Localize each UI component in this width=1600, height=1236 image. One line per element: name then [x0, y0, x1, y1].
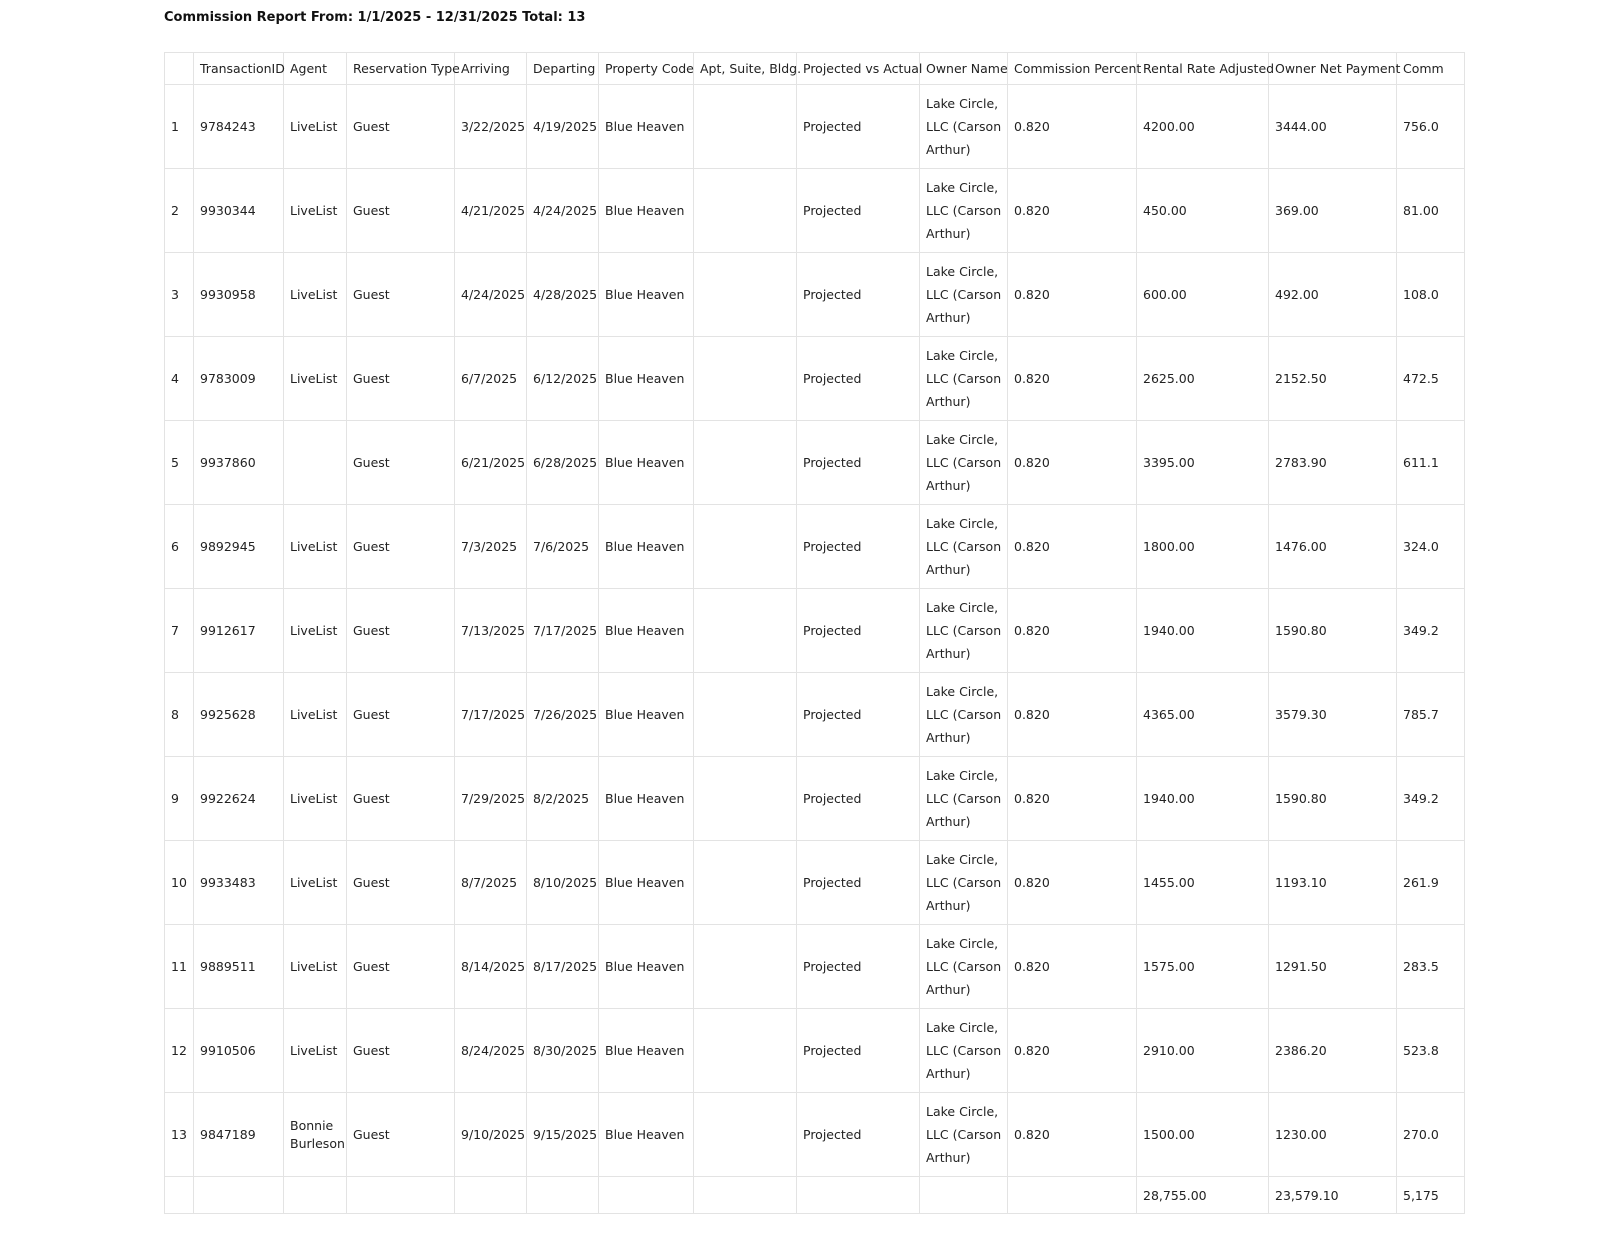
column-header-reservation-type: Reservation Type [347, 53, 455, 85]
reservation-type-cell: Guest [347, 757, 455, 841]
owner-name-cell: Lake Circle, LLC (Carson Arthur) [920, 85, 1008, 169]
commission-percent-cell: 0.820 [1008, 253, 1137, 337]
projected-vs-actual-cell: Projected [797, 1009, 920, 1093]
reservation-type-cell: Guest [347, 1009, 455, 1093]
column-header-commission-percent: Commission Percent [1008, 53, 1137, 85]
agent-cell: LiveList [284, 1009, 347, 1093]
column-header-agent: Agent [284, 53, 347, 85]
column-header-owner-name: Owner Name [920, 53, 1008, 85]
column-header-owner-net-payment: Owner Net Payment [1269, 53, 1397, 85]
commission-percent-cell: 0.820 [1008, 337, 1137, 421]
apt-suite-bldg-cell [694, 85, 797, 169]
row-index-cell: 3 [165, 253, 194, 337]
owner-name-cell: Lake Circle, LLC (Carson Arthur) [920, 673, 1008, 757]
owner-net-payment-cell: 1193.10 [1269, 841, 1397, 925]
apt-suite-bldg-cell [694, 505, 797, 589]
apt-suite-bldg-cell [694, 673, 797, 757]
owner-net-payment-cell: 1476.00 [1269, 505, 1397, 589]
table-row [165, 589, 1465, 673]
property-code-cell: Blue Heaven [599, 925, 694, 1009]
total-rental-rate-adjusted: 28,755.00 [1137, 1177, 1269, 1214]
agent-cell: LiveList [284, 841, 347, 925]
departing-cell: 7/6/2025 [527, 505, 599, 589]
reservation-type-cell: Guest [347, 337, 455, 421]
column-header-index [165, 53, 194, 85]
arriving-cell: 6/7/2025 [455, 337, 527, 421]
rental-rate-adjusted-cell: 1800.00 [1137, 505, 1269, 589]
totals-cell [694, 1177, 797, 1214]
projected-vs-actual-cell: Projected [797, 421, 920, 505]
totals-cell [455, 1177, 527, 1214]
rental-rate-adjusted-cell: 2910.00 [1137, 1009, 1269, 1093]
table-row [165, 505, 1465, 589]
table-row [165, 1009, 1465, 1093]
transaction-id-cell: 9922624 [194, 757, 284, 841]
transaction-id-cell: 9892945 [194, 505, 284, 589]
reservation-type-cell: Guest [347, 925, 455, 1009]
transaction-id-cell: 9937860 [194, 421, 284, 505]
property-code-cell: Blue Heaven [599, 589, 694, 673]
owner-net-payment-cell: 492.00 [1269, 253, 1397, 337]
table-row [165, 253, 1465, 337]
row-index-cell: 13 [165, 1093, 194, 1177]
property-code-cell: Blue Heaven [599, 253, 694, 337]
arriving-cell: 8/14/2025 [455, 925, 527, 1009]
commission-cell: 785.7 [1397, 673, 1465, 757]
commission-table [164, 52, 1465, 1214]
totals-cell [920, 1177, 1008, 1214]
commission-cell: 283.5 [1397, 925, 1465, 1009]
transaction-id-cell: 9910506 [194, 1009, 284, 1093]
transaction-id-cell: 9889511 [194, 925, 284, 1009]
owner-name-cell: Lake Circle, LLC (Carson Arthur) [920, 253, 1008, 337]
table-row [165, 673, 1465, 757]
rental-rate-adjusted-cell: 1940.00 [1137, 589, 1269, 673]
departing-cell: 8/10/2025 [527, 841, 599, 925]
apt-suite-bldg-cell [694, 841, 797, 925]
agent-cell: LiveList [284, 505, 347, 589]
transaction-id-cell: 9930344 [194, 169, 284, 253]
commission-cell: 108.0 [1397, 253, 1465, 337]
report-title: Commission Report From: 1/1/2025 - 12/31/2025 Total: 13 [164, 10, 586, 25]
totals-cell [797, 1177, 920, 1214]
departing-cell: 8/30/2025 [527, 1009, 599, 1093]
column-header-transaction-id: TransactionID [194, 53, 284, 85]
departing-cell: 6/28/2025 [527, 421, 599, 505]
table-row [165, 337, 1465, 421]
agent-cell: LiveList [284, 253, 347, 337]
reservation-type-cell: Guest [347, 673, 455, 757]
apt-suite-bldg-cell [694, 1009, 797, 1093]
column-header-property-code: Property Code [599, 53, 694, 85]
reservation-type-cell: Guest [347, 1093, 455, 1177]
agent-cell: LiveList [284, 673, 347, 757]
commission-percent-cell: 0.820 [1008, 1009, 1137, 1093]
owner-name-cell: Lake Circle, LLC (Carson Arthur) [920, 337, 1008, 421]
totals-row [165, 1177, 1465, 1214]
owner-net-payment-cell: 3444.00 [1269, 85, 1397, 169]
commission-cell: 756.0 [1397, 85, 1465, 169]
commission-percent-cell: 0.820 [1008, 841, 1137, 925]
reservation-type-cell: Guest [347, 589, 455, 673]
rental-rate-adjusted-cell: 1940.00 [1137, 757, 1269, 841]
owner-net-payment-cell: 369.00 [1269, 169, 1397, 253]
totals-cell [1008, 1177, 1137, 1214]
commission-cell: 261.9 [1397, 841, 1465, 925]
owner-net-payment-cell: 1291.50 [1269, 925, 1397, 1009]
row-index-cell: 8 [165, 673, 194, 757]
agent-cell: LiveList [284, 85, 347, 169]
arriving-cell: 8/7/2025 [455, 841, 527, 925]
commission-percent-cell: 0.820 [1008, 589, 1137, 673]
total-owner-net-payment: 23,579.10 [1269, 1177, 1397, 1214]
rental-rate-adjusted-cell: 1500.00 [1137, 1093, 1269, 1177]
totals-cell [599, 1177, 694, 1214]
commission-cell: 349.2 [1397, 757, 1465, 841]
column-header-projected-vs-actual: Projected vs Actual [797, 53, 920, 85]
rental-rate-adjusted-cell: 1575.00 [1137, 925, 1269, 1009]
totals-cell [527, 1177, 599, 1214]
commission-percent-cell: 0.820 [1008, 505, 1137, 589]
commission-percent-cell: 0.820 [1008, 169, 1137, 253]
owner-name-cell: Lake Circle, LLC (Carson Arthur) [920, 169, 1008, 253]
reservation-type-cell: Guest [347, 169, 455, 253]
agent-cell [284, 421, 347, 505]
row-index-cell: 5 [165, 421, 194, 505]
owner-name-cell: Lake Circle, LLC (Carson Arthur) [920, 505, 1008, 589]
row-index-cell: 11 [165, 925, 194, 1009]
departing-cell: 8/17/2025 [527, 925, 599, 1009]
property-code-cell: Blue Heaven [599, 337, 694, 421]
row-index-cell: 7 [165, 589, 194, 673]
owner-name-cell: Lake Circle, LLC (Carson Arthur) [920, 841, 1008, 925]
commission-cell: 81.00 [1397, 169, 1465, 253]
commission-percent-cell: 0.820 [1008, 757, 1137, 841]
table-row [165, 841, 1465, 925]
reservation-type-cell: Guest [347, 253, 455, 337]
apt-suite-bldg-cell [694, 757, 797, 841]
agent-cell: LiveList [284, 337, 347, 421]
projected-vs-actual-cell: Projected [797, 673, 920, 757]
rental-rate-adjusted-cell: 3395.00 [1137, 421, 1269, 505]
projected-vs-actual-cell: Projected [797, 925, 920, 1009]
commission-percent-cell: 0.820 [1008, 85, 1137, 169]
owner-net-payment-cell: 3579.30 [1269, 673, 1397, 757]
departing-cell: 6/12/2025 [527, 337, 599, 421]
owner-name-cell: Lake Circle, LLC (Carson Arthur) [920, 421, 1008, 505]
apt-suite-bldg-cell [694, 337, 797, 421]
totals-cell [284, 1177, 347, 1214]
totals-cell [347, 1177, 455, 1214]
property-code-cell: Blue Heaven [599, 1093, 694, 1177]
apt-suite-bldg-cell [694, 1093, 797, 1177]
transaction-id-cell: 9847189 [194, 1093, 284, 1177]
apt-suite-bldg-cell [694, 253, 797, 337]
property-code-cell: Blue Heaven [599, 169, 694, 253]
commission-percent-cell: 0.820 [1008, 1093, 1137, 1177]
total-commission: 5,175 [1397, 1177, 1465, 1214]
commission-cell: 523.8 [1397, 1009, 1465, 1093]
row-index-cell: 9 [165, 757, 194, 841]
owner-net-payment-cell: 1590.80 [1269, 757, 1397, 841]
owner-name-cell: Lake Circle, LLC (Carson Arthur) [920, 1009, 1008, 1093]
commission-percent-cell: 0.820 [1008, 673, 1137, 757]
projected-vs-actual-cell: Projected [797, 757, 920, 841]
rental-rate-adjusted-cell: 4200.00 [1137, 85, 1269, 169]
transaction-id-cell: 9783009 [194, 337, 284, 421]
apt-suite-bldg-cell [694, 421, 797, 505]
departing-cell: 8/2/2025 [527, 757, 599, 841]
commission-cell: 349.2 [1397, 589, 1465, 673]
agent-cell: LiveList [284, 925, 347, 1009]
projected-vs-actual-cell: Projected [797, 337, 920, 421]
projected-vs-actual-cell: Projected [797, 169, 920, 253]
transaction-id-cell: 9925628 [194, 673, 284, 757]
column-header-apt-suite-bldg: Apt, Suite, Bldg. [694, 53, 797, 85]
departing-cell: 9/15/2025 [527, 1093, 599, 1177]
owner-name-cell: Lake Circle, LLC (Carson Arthur) [920, 589, 1008, 673]
rental-rate-adjusted-cell: 4365.00 [1137, 673, 1269, 757]
table-row [165, 85, 1465, 169]
owner-net-payment-cell: 1590.80 [1269, 589, 1397, 673]
report-table-viewport[interactable] [164, 52, 1444, 1224]
column-header-arriving: Arriving [455, 53, 527, 85]
agent-cell: Bonnie Burleson [284, 1093, 347, 1177]
column-header-rental-rate-adjusted: Rental Rate Adjusted [1137, 53, 1269, 85]
commission-cell: 270.0 [1397, 1093, 1465, 1177]
projected-vs-actual-cell: Projected [797, 85, 920, 169]
totals-cell [194, 1177, 284, 1214]
owner-net-payment-cell: 1230.00 [1269, 1093, 1397, 1177]
reservation-type-cell: Guest [347, 505, 455, 589]
transaction-id-cell: 9912617 [194, 589, 284, 673]
reservation-type-cell: Guest [347, 841, 455, 925]
rental-rate-adjusted-cell: 600.00 [1137, 253, 1269, 337]
table-header-row [165, 53, 1465, 85]
rental-rate-adjusted-cell: 450.00 [1137, 169, 1269, 253]
property-code-cell: Blue Heaven [599, 85, 694, 169]
arriving-cell: 6/21/2025 [455, 421, 527, 505]
table-row [165, 169, 1465, 253]
commission-cell: 611.1 [1397, 421, 1465, 505]
arriving-cell: 3/22/2025 [455, 85, 527, 169]
arriving-cell: 7/3/2025 [455, 505, 527, 589]
apt-suite-bldg-cell [694, 925, 797, 1009]
owner-net-payment-cell: 2152.50 [1269, 337, 1397, 421]
arriving-cell: 7/29/2025 [455, 757, 527, 841]
arriving-cell: 8/24/2025 [455, 1009, 527, 1093]
row-index-cell: 4 [165, 337, 194, 421]
departing-cell: 7/26/2025 [527, 673, 599, 757]
commission-percent-cell: 0.820 [1008, 421, 1137, 505]
reservation-type-cell: Guest [347, 421, 455, 505]
departing-cell: 7/17/2025 [527, 589, 599, 673]
owner-net-payment-cell: 2783.90 [1269, 421, 1397, 505]
row-index-cell: 10 [165, 841, 194, 925]
apt-suite-bldg-cell [694, 169, 797, 253]
arriving-cell: 9/10/2025 [455, 1093, 527, 1177]
arriving-cell: 7/17/2025 [455, 673, 527, 757]
projected-vs-actual-cell: Projected [797, 505, 920, 589]
projected-vs-actual-cell: Projected [797, 253, 920, 337]
rental-rate-adjusted-cell: 1455.00 [1137, 841, 1269, 925]
projected-vs-actual-cell: Projected [797, 1093, 920, 1177]
transaction-id-cell: 9930958 [194, 253, 284, 337]
owner-name-cell: Lake Circle, LLC (Carson Arthur) [920, 925, 1008, 1009]
arriving-cell: 4/21/2025 [455, 169, 527, 253]
transaction-id-cell: 9933483 [194, 841, 284, 925]
projected-vs-actual-cell: Projected [797, 841, 920, 925]
property-code-cell: Blue Heaven [599, 757, 694, 841]
commission-cell: 472.5 [1397, 337, 1465, 421]
arriving-cell: 7/13/2025 [455, 589, 527, 673]
rental-rate-adjusted-cell: 2625.00 [1137, 337, 1269, 421]
apt-suite-bldg-cell [694, 589, 797, 673]
reservation-type-cell: Guest [347, 85, 455, 169]
owner-net-payment-cell: 2386.20 [1269, 1009, 1397, 1093]
commission-cell: 324.0 [1397, 505, 1465, 589]
projected-vs-actual-cell: Projected [797, 589, 920, 673]
row-index-cell: 12 [165, 1009, 194, 1093]
transaction-id-cell: 9784243 [194, 85, 284, 169]
table-row [165, 421, 1465, 505]
property-code-cell: Blue Heaven [599, 841, 694, 925]
table-row [165, 757, 1465, 841]
column-header-commission: Comm [1397, 53, 1465, 85]
row-index-cell: 2 [165, 169, 194, 253]
owner-name-cell: Lake Circle, LLC (Carson Arthur) [920, 1093, 1008, 1177]
property-code-cell: Blue Heaven [599, 673, 694, 757]
departing-cell: 4/24/2025 [527, 169, 599, 253]
table-body [165, 85, 1465, 1177]
totals-cell [165, 1177, 194, 1214]
departing-cell: 4/28/2025 [527, 253, 599, 337]
table-row [165, 925, 1465, 1009]
agent-cell: LiveList [284, 757, 347, 841]
row-index-cell: 6 [165, 505, 194, 589]
departing-cell: 4/19/2025 [527, 85, 599, 169]
property-code-cell: Blue Heaven [599, 505, 694, 589]
commission-percent-cell: 0.820 [1008, 925, 1137, 1009]
row-index-cell: 1 [165, 85, 194, 169]
agent-cell: LiveList [284, 589, 347, 673]
arriving-cell: 4/24/2025 [455, 253, 527, 337]
table-row [165, 1093, 1465, 1177]
property-code-cell: Blue Heaven [599, 421, 694, 505]
owner-name-cell: Lake Circle, LLC (Carson Arthur) [920, 757, 1008, 841]
property-code-cell: Blue Heaven [599, 1009, 694, 1093]
column-header-departing: Departing [527, 53, 599, 85]
agent-cell: LiveList [284, 169, 347, 253]
